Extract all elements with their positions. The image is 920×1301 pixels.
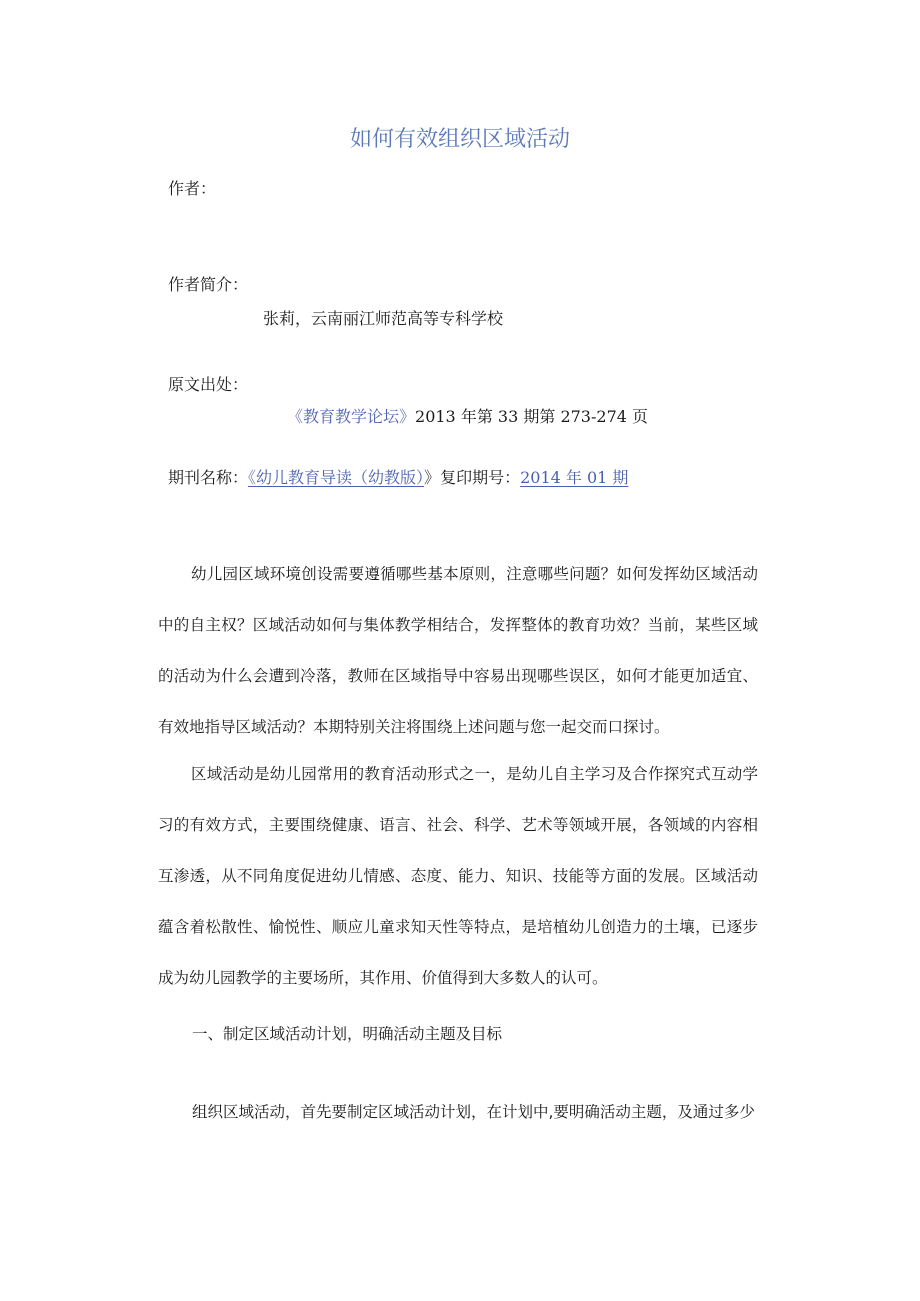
periodical-name-link[interactable]: 幼儿教育导读（幼教版）	[256, 468, 425, 487]
periodical-close-mark: 》	[424, 468, 441, 487]
section-heading-1: 一、制定区域活动计划，明确活动主题及目标	[192, 1025, 503, 1043]
periodical-label: 期刊名称：	[168, 468, 249, 487]
body-paragraph-3: 组织区域活动，首先要制定区域活动计划，在计划中,要明确活动主题，及通过多少	[192, 1103, 755, 1121]
page-title: 如何有效组织区域活动	[349, 127, 570, 152]
source-details: 2013 年第 33 期第 273-274 页	[415, 407, 649, 426]
periodical-line	[168, 466, 628, 490]
author-label: 作者：	[168, 179, 217, 198]
source-line	[287, 405, 648, 429]
reprint-label: 复印期号：	[440, 468, 521, 487]
body-paragraph-2: 区域活动是幼儿园常用的教育活动形式之一，是幼儿自主学习及合作探究式互动学习的有效方式，主要围绕健康、语言、社会、科学、艺术等领域开展，各领域的内容相互渗透，从不同角度促进幼儿情感、态度、能力、知识、技能等方面的发展。区域活动蕴含着松散性、愉悦性、顺应儿童求知天性等特点，是培植幼儿创造力的土壤，已逐步成为幼儿园教学的主要场所，其作用、价值得到大多数人的认可。	[158, 765, 758, 987]
reprint-issue-link[interactable]: 2014 年 01 期	[520, 468, 629, 487]
author-intro-value: 张莉，云南丽江师范高等专科学校	[263, 309, 504, 328]
source-label: 原文出处：	[168, 375, 249, 394]
body-paragraph-1: 幼儿园区域环境创设需要遵循哪些基本原则，注意哪些问题？如何发挥幼区域活动中的自主权？区域活动如何与集体教学相结合，发挥整体的教育功效？当前，某些区域的活动为什么会遭到冷落，教师在区域指导中容易出现哪些误区，如何才能更加适宜、有效地指导区域活动？本期特别关注将围绕上述问题与您一起交而口探讨。	[158, 565, 758, 736]
source-journal-link[interactable]: 《教育教学论坛》	[287, 407, 416, 426]
periodical-open-mark[interactable]: 《	[248, 468, 257, 487]
author-intro-label: 作者简介：	[168, 275, 249, 294]
